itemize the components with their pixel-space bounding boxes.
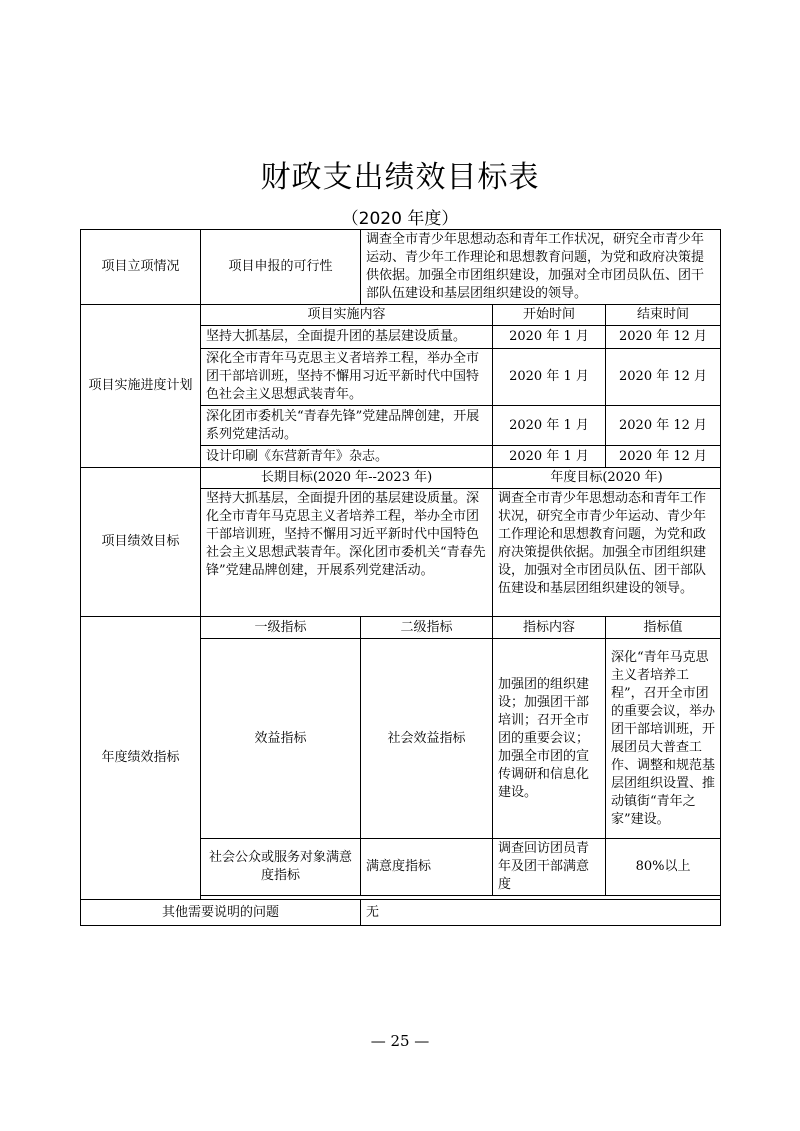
annual-goal-header: 年度目标(2020 年) (493, 468, 721, 489)
end-time: 2020 年 12 月 (606, 406, 721, 446)
feasibility-content: 调查全市青少年思想动态和青年工作状况，研究全市青少年运动、青少年工作理论和思想教育问题，为党和政府决策提供依据。加强全市团组织建设，加强对全市团员队伍、团干部队伍建设和基层团组织建设的领导。 (361, 230, 721, 305)
implementation-content: 深化全市青年马克思主义者培养工程，举办全市团干部培训班，坚持不懈用习近平新时代中国特色社会主义思想武装青年。 (201, 349, 493, 406)
performance-goal-header-row (81, 468, 721, 489)
end-time: 2020 年 12 月 (606, 326, 721, 349)
start-time: 2020 年 1 月 (493, 406, 606, 446)
indicator-content: 调查回访团员青年及团干部满意度 (493, 839, 606, 896)
level1-header: 一级指标 (201, 617, 361, 639)
project-setup-label: 项目立项情况 (81, 230, 201, 305)
start-time: 2020 年 1 月 (493, 349, 606, 406)
indicator-content-header: 指标内容 (493, 617, 606, 639)
annual-indicator-label: 年度绩效指标 (81, 617, 201, 900)
long-term-goal-header: 长期目标(2020 年--2023 年) (201, 468, 493, 489)
implementation-content: 深化团市委机关“青春先锋”党建品牌创建，开展系列党建活动。 (201, 406, 493, 446)
implementation-content-header: 项目实施内容 (201, 305, 493, 326)
other-notes-value: 无 (361, 900, 721, 926)
fiscal-year: （2020 年度） (341, 209, 459, 229)
long-term-goal: 坚持大抓基层，全面提升团的基层建设质量。深化全市青年马克思主义者培养工程，举办全市团干部培训班，坚持不懈用习近平新时代中国特色社会主义思想武装青年。深化团市委机关“青春先锋”党建品牌创建，开展系列党建活动。 (201, 489, 493, 617)
indicator-value: 深化“青年马克思主义者培养工程”，召开全市团的重要会议，举办团干部培训班，开展团员大普查工作、调整和规范基层团组织设置、推动镇街“青年之家”建设。 (606, 639, 721, 839)
indicator-header-row (81, 617, 721, 639)
level2-header: 二级指标 (361, 617, 493, 639)
end-time-header: 结束时间 (606, 305, 721, 326)
level1-indicator: 社会公众或服务对象满意度指标 (201, 839, 361, 896)
indicator-value-header: 指标值 (606, 617, 721, 639)
page-title: 财政支出绩效目标表 (260, 160, 540, 195)
level2-indicator: 满意度指标 (361, 839, 493, 896)
feasibility-label: 项目申报的可行性 (201, 230, 361, 305)
end-time: 2020 年 12 月 (606, 349, 721, 406)
level2-indicator: 社会效益指标 (361, 639, 493, 839)
indicator-content: 加强团的组织建设；加强团干部培训；召开全市团的重要会议；加强全市团的宣传调研和信息化建设。 (493, 639, 606, 839)
start-time-header: 开始时间 (493, 305, 606, 326)
project-setup-row (81, 230, 721, 305)
implementation-label: 项目实施进度计划 (81, 305, 201, 468)
implementation-header-row (81, 305, 721, 326)
indicator-value: 80%以上 (606, 839, 721, 896)
other-notes-row (81, 900, 721, 926)
performance-goal-label: 项目绩效目标 (81, 468, 201, 617)
start-time: 2020 年 1 月 (493, 326, 606, 349)
performance-target-table (80, 229, 721, 926)
annual-goal: 调查全市青少年思想动态和青年工作状况，研究全市青少年运动、青少年工作理论和思想教育问题，为党和政府决策提供依据。加强全市团组织建设，加强对全市团员队伍、团干部队伍建设和基层团组织建设的领导。 (493, 489, 721, 617)
end-time: 2020 年 12 月 (606, 446, 721, 468)
page-number: — 25 — (370, 1032, 430, 1050)
start-time: 2020 年 1 月 (493, 446, 606, 468)
other-notes-label: 其他需要说明的问题 (81, 900, 361, 926)
level1-indicator: 效益指标 (201, 639, 361, 839)
implementation-content: 坚持大抓基层，全面提升团的基层建设质量。 (201, 326, 493, 349)
implementation-content: 设计印刷《东营新青年》杂志。 (201, 446, 493, 468)
